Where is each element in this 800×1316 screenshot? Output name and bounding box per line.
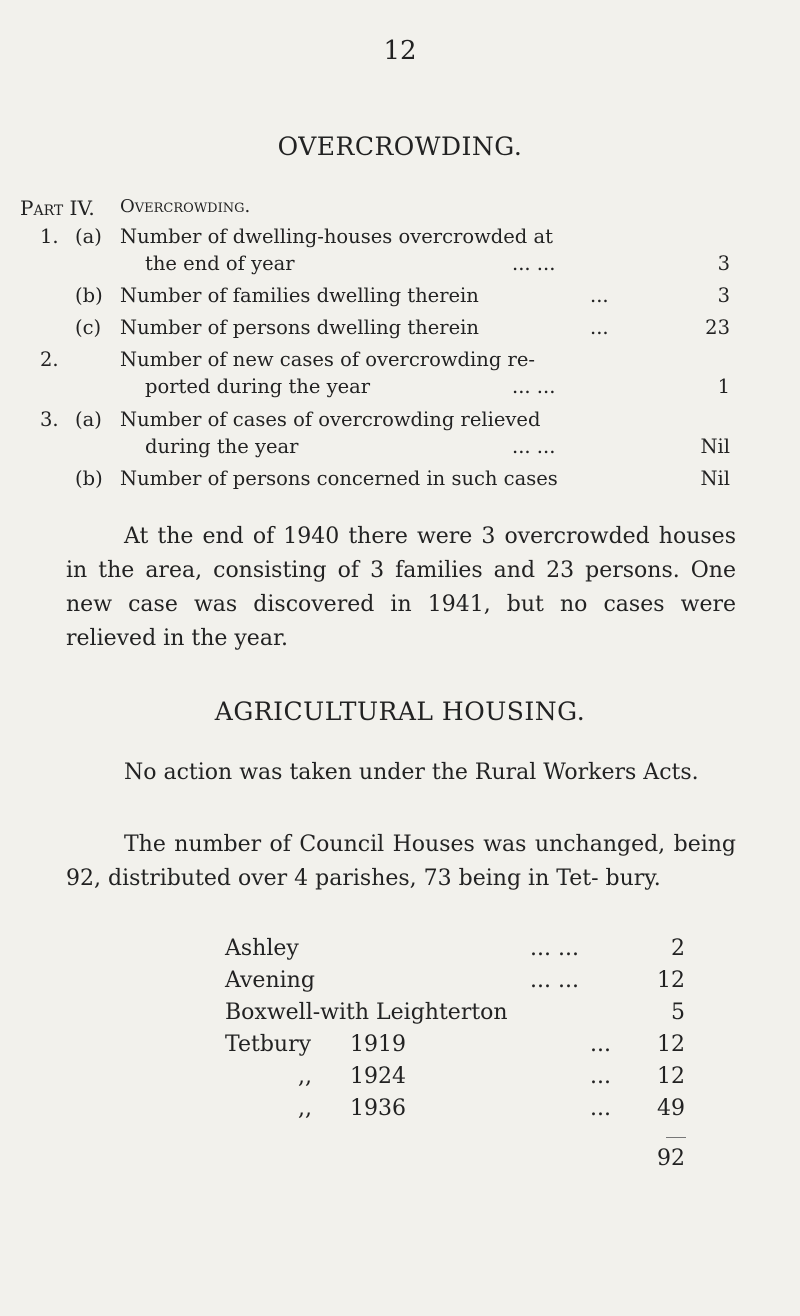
- row-value: 1: [717, 375, 730, 398]
- parish-ditto: ,,: [298, 1064, 312, 1089]
- row-sub: (b): [75, 467, 103, 490]
- parish-count: 12: [657, 1064, 685, 1089]
- row-sub: (c): [75, 316, 102, 339]
- parish-leaders: ... ...: [530, 968, 579, 993]
- row-value: 23: [705, 316, 730, 339]
- row-sub: (a): [75, 225, 102, 248]
- row-leaders: ... ...: [512, 435, 556, 458]
- parish-year: 1936: [350, 1096, 406, 1121]
- row-sub: (a): [75, 408, 102, 431]
- parish-count: 12: [657, 968, 685, 993]
- parish-leaders: ...: [590, 1032, 611, 1057]
- row-text: Number of cases of overcrowding relieved: [120, 408, 541, 431]
- row-num: 2.: [40, 348, 59, 371]
- row-value: Nil: [700, 467, 730, 490]
- row-value: 3: [717, 252, 730, 275]
- row-value: 3: [717, 284, 730, 307]
- parish-leaders: ...: [590, 1096, 611, 1121]
- overcrowding-title: OVERCROWDING.: [277, 132, 523, 161]
- parish-name: Avening: [225, 968, 315, 993]
- parish-year: 1919: [350, 1032, 406, 1057]
- row-text: Number of persons dwelling therein: [120, 316, 479, 339]
- parish-count: 5: [671, 1000, 685, 1025]
- row-leaders: ...: [590, 284, 609, 307]
- parish-count: 49: [657, 1096, 685, 1121]
- parish-leaders: ... ...: [530, 936, 579, 961]
- parish-count: 12: [657, 1032, 685, 1057]
- parish-leaders: ...: [590, 1064, 611, 1089]
- row-num: 3.: [40, 408, 59, 431]
- overcrowding-paragraph: At the end of 1940 there were 3 overcrowded houses in the area, consisting of 3 families and 23 persons. One new case was discovered in 1941, but no cases were relieved in the year.: [66, 524, 736, 651]
- row-leaders: ...: [590, 316, 609, 339]
- row-value: Nil: [700, 435, 730, 458]
- parish-ditto: ,,: [298, 1096, 312, 1121]
- parish-name: Ashley: [225, 936, 299, 961]
- parish-total: 92: [657, 1146, 685, 1171]
- row-sub: (b): [75, 284, 103, 307]
- parish-year: 1924: [350, 1064, 406, 1089]
- agricultural-paragraph-2: The number of Council Houses was unchanged, being 92, distributed over 4 parishes, 73 being in Tet- bury.: [66, 832, 736, 891]
- total-rule: [666, 1137, 686, 1138]
- row-text: Number of families dwelling therein: [120, 284, 479, 307]
- part-title: Overcrowding.: [120, 196, 251, 217]
- agricultural-title: AGRICULTURAL HOUSING.: [214, 697, 586, 726]
- parish-name: Boxwell-with Leighterton: [225, 1000, 508, 1025]
- row-leaders: ... ...: [512, 252, 556, 275]
- row-leaders: ... ...: [512, 375, 556, 398]
- row-num: 1.: [40, 225, 59, 248]
- row-text-cont: during the year: [145, 435, 299, 458]
- page-number: 12: [383, 36, 417, 66]
- row-text-cont: ported during the year: [145, 375, 371, 398]
- part-label: Part IV.: [20, 196, 95, 220]
- row-text: Number of new cases of overcrowding re-: [120, 348, 535, 371]
- agricultural-paragraph-1: No action was taken under the Rural Workers Acts.: [124, 760, 699, 785]
- row-text-cont: the end of year: [145, 252, 295, 275]
- parish-count: 2: [671, 936, 685, 961]
- parish-name: Tetbury: [225, 1032, 312, 1057]
- row-text: Number of dwelling-houses overcrowded at: [120, 225, 553, 248]
- row-text: Number of persons concerned in such cases: [120, 467, 558, 490]
